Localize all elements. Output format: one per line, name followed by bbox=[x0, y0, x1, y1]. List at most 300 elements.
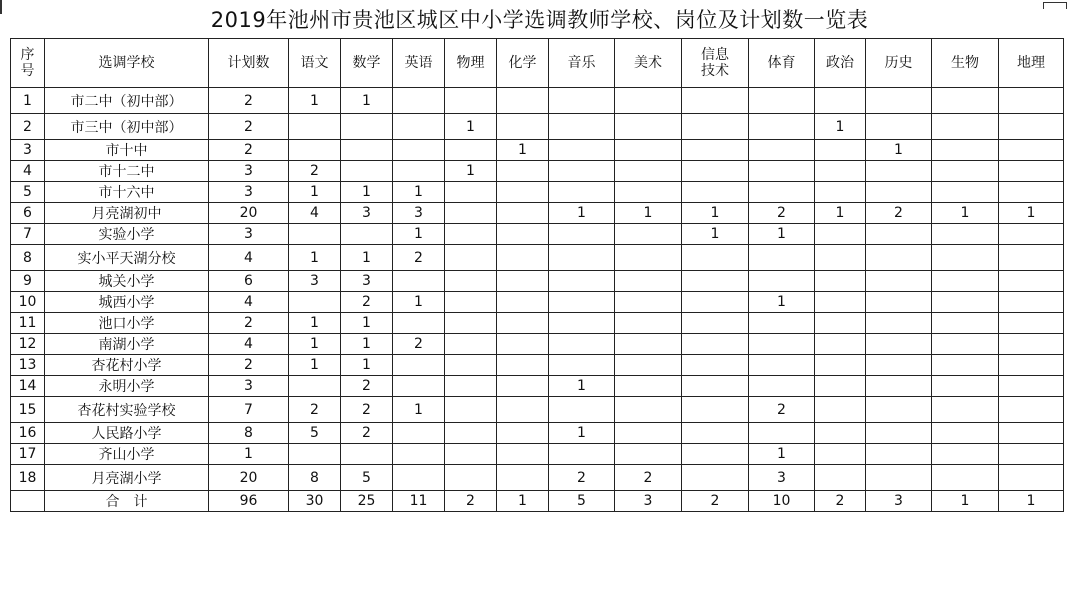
table-cell bbox=[999, 140, 1064, 161]
allocation-table bbox=[10, 38, 1064, 512]
table-cell: 2 bbox=[615, 465, 682, 491]
table-cell bbox=[445, 397, 497, 423]
table-cell: 2 bbox=[209, 355, 289, 376]
table-cell bbox=[932, 182, 999, 203]
total-cell: 1 bbox=[999, 491, 1064, 512]
column-header: 英语 bbox=[393, 39, 445, 88]
table-cell bbox=[749, 334, 815, 355]
table-cell: 1 bbox=[393, 182, 445, 203]
table-cell: 17 bbox=[11, 444, 45, 465]
table-cell bbox=[866, 376, 932, 397]
table-cell bbox=[999, 444, 1064, 465]
table-cell bbox=[497, 423, 549, 444]
table-cell: 1 bbox=[682, 203, 749, 224]
table-cell: 4 bbox=[209, 245, 289, 271]
table-cell: 1 bbox=[549, 376, 615, 397]
table-cell bbox=[815, 161, 866, 182]
table-cell bbox=[445, 140, 497, 161]
table-cell: 1 bbox=[289, 355, 341, 376]
table-cell bbox=[932, 161, 999, 182]
table-cell: 3 bbox=[209, 224, 289, 245]
table-cell: 11 bbox=[11, 313, 45, 334]
table-cell bbox=[289, 140, 341, 161]
table-cell bbox=[815, 423, 866, 444]
table-cell bbox=[999, 182, 1064, 203]
table-cell bbox=[815, 334, 866, 355]
table-cell bbox=[815, 313, 866, 334]
table-cell: 20 bbox=[209, 465, 289, 491]
table-cell bbox=[445, 355, 497, 376]
table-cell bbox=[393, 161, 445, 182]
table-cell: 2 bbox=[866, 203, 932, 224]
table-cell: 13 bbox=[11, 355, 45, 376]
table-cell bbox=[393, 376, 445, 397]
table-cell: 2 bbox=[209, 313, 289, 334]
table-cell: 2 bbox=[341, 423, 393, 444]
table-row bbox=[11, 465, 1064, 491]
table-cell bbox=[999, 245, 1064, 271]
table-cell bbox=[815, 465, 866, 491]
table-cell bbox=[815, 444, 866, 465]
table-cell bbox=[615, 444, 682, 465]
table-cell bbox=[549, 271, 615, 292]
table-cell bbox=[393, 423, 445, 444]
table-cell bbox=[393, 444, 445, 465]
table-cell bbox=[866, 245, 932, 271]
table-row bbox=[11, 271, 1064, 292]
column-header: 选调学校 bbox=[45, 39, 209, 88]
page-title: 2019年池州市贵池区城区中小学选调教师学校、岗位及计划数一览表 bbox=[210, 8, 869, 32]
table-cell bbox=[549, 334, 615, 355]
table-cell bbox=[866, 161, 932, 182]
table-header-row bbox=[11, 39, 1064, 88]
table-cell: 1 bbox=[289, 88, 341, 114]
table-cell: 6 bbox=[11, 203, 45, 224]
table-cell bbox=[445, 444, 497, 465]
total-cell: 11 bbox=[393, 491, 445, 512]
table-cell: 1 bbox=[549, 203, 615, 224]
table-row bbox=[11, 355, 1064, 376]
table-cell: 3 bbox=[341, 271, 393, 292]
school-name-cell: 城西小学 bbox=[45, 292, 209, 313]
column-header: 生物 bbox=[932, 39, 999, 88]
table-cell bbox=[497, 114, 549, 140]
table-cell bbox=[682, 140, 749, 161]
table-cell bbox=[866, 88, 932, 114]
table-cell bbox=[999, 292, 1064, 313]
table-cell bbox=[615, 161, 682, 182]
table-cell bbox=[549, 355, 615, 376]
column-header: 历史 bbox=[866, 39, 932, 88]
table-cell bbox=[932, 245, 999, 271]
table-cell bbox=[749, 140, 815, 161]
table-cell: 12 bbox=[11, 334, 45, 355]
table-cell bbox=[749, 313, 815, 334]
table-cell bbox=[341, 224, 393, 245]
table-cell bbox=[341, 114, 393, 140]
table-cell bbox=[615, 245, 682, 271]
table-cell bbox=[497, 203, 549, 224]
table-cell: 4 bbox=[209, 292, 289, 313]
table-cell bbox=[932, 376, 999, 397]
total-cell: 2 bbox=[815, 491, 866, 512]
table-cell: 1 bbox=[341, 334, 393, 355]
table-cell: 2 bbox=[289, 397, 341, 423]
table-cell bbox=[615, 397, 682, 423]
table-cell: 1 bbox=[341, 245, 393, 271]
table-cell bbox=[497, 271, 549, 292]
table-cell bbox=[289, 376, 341, 397]
table-cell: 9 bbox=[11, 271, 45, 292]
table-cell: 18 bbox=[11, 465, 45, 491]
table-cell bbox=[497, 465, 549, 491]
table-row bbox=[11, 423, 1064, 444]
table-cell: 4 bbox=[289, 203, 341, 224]
table-cell: 1 bbox=[289, 313, 341, 334]
table-cell bbox=[815, 182, 866, 203]
school-name-cell: 池口小学 bbox=[45, 313, 209, 334]
table-cell bbox=[682, 182, 749, 203]
table-cell bbox=[549, 292, 615, 313]
column-header: 语文 bbox=[289, 39, 341, 88]
table-cell bbox=[999, 114, 1064, 140]
column-header: 政治 bbox=[815, 39, 866, 88]
table-cell bbox=[999, 376, 1064, 397]
table-cell bbox=[866, 397, 932, 423]
table-cell bbox=[393, 465, 445, 491]
table-cell bbox=[866, 313, 932, 334]
total-cell: 1 bbox=[497, 491, 549, 512]
table-cell: 4 bbox=[11, 161, 45, 182]
table-cell bbox=[615, 88, 682, 114]
table-cell bbox=[999, 423, 1064, 444]
table-cell bbox=[445, 423, 497, 444]
table-cell: 1 bbox=[445, 161, 497, 182]
column-header: 美术 bbox=[615, 39, 682, 88]
table-cell: 1 bbox=[682, 224, 749, 245]
table-cell: 1 bbox=[393, 224, 445, 245]
school-name-cell: 齐山小学 bbox=[45, 444, 209, 465]
table-cell bbox=[749, 355, 815, 376]
table-cell bbox=[445, 182, 497, 203]
table-cell bbox=[615, 334, 682, 355]
table-cell bbox=[866, 334, 932, 355]
table-cell bbox=[497, 161, 549, 182]
table-cell bbox=[445, 334, 497, 355]
table-cell bbox=[289, 114, 341, 140]
table-cell: 1 bbox=[289, 334, 341, 355]
table-cell bbox=[615, 292, 682, 313]
table-cell bbox=[615, 313, 682, 334]
table-cell bbox=[682, 313, 749, 334]
table-cell bbox=[393, 88, 445, 114]
table-cell bbox=[289, 444, 341, 465]
table-cell bbox=[749, 271, 815, 292]
table-cell bbox=[393, 313, 445, 334]
table-cell bbox=[866, 465, 932, 491]
table-row bbox=[11, 292, 1064, 313]
table-cell: 1 bbox=[11, 88, 45, 114]
table-cell bbox=[445, 465, 497, 491]
table-cell bbox=[749, 376, 815, 397]
table-cell bbox=[549, 161, 615, 182]
column-header: 信息技术 bbox=[682, 39, 749, 88]
table-cell: 2 bbox=[393, 245, 445, 271]
table-cell bbox=[999, 271, 1064, 292]
table-cell bbox=[815, 376, 866, 397]
table-cell bbox=[289, 224, 341, 245]
total-cell: 30 bbox=[289, 491, 341, 512]
table-cell: 1 bbox=[209, 444, 289, 465]
school-name-cell: 实小平天湖分校 bbox=[45, 245, 209, 271]
table-cell bbox=[749, 114, 815, 140]
table-cell bbox=[866, 423, 932, 444]
table-cell: 3 bbox=[289, 271, 341, 292]
table-cell bbox=[615, 140, 682, 161]
table-cell: 2 bbox=[209, 114, 289, 140]
table-cell bbox=[999, 397, 1064, 423]
table-cell bbox=[999, 313, 1064, 334]
table-cell bbox=[682, 161, 749, 182]
table-cell bbox=[549, 313, 615, 334]
table-cell: 2 bbox=[749, 397, 815, 423]
table-cell: 1 bbox=[341, 313, 393, 334]
table-cell: 1 bbox=[341, 355, 393, 376]
table-cell: 2 bbox=[209, 88, 289, 114]
school-name-cell: 南湖小学 bbox=[45, 334, 209, 355]
table-cell bbox=[445, 271, 497, 292]
table-cell bbox=[497, 182, 549, 203]
table-cell bbox=[445, 203, 497, 224]
table-cell: 1 bbox=[341, 182, 393, 203]
table-cell: 10 bbox=[11, 292, 45, 313]
table-cell bbox=[445, 224, 497, 245]
table-cell bbox=[682, 114, 749, 140]
table-cell bbox=[932, 114, 999, 140]
school-name-cell: 杏花村小学 bbox=[45, 355, 209, 376]
table-cell bbox=[682, 245, 749, 271]
table-cell bbox=[682, 376, 749, 397]
table-cell bbox=[932, 397, 999, 423]
table-cell bbox=[749, 88, 815, 114]
table-cell bbox=[815, 271, 866, 292]
table-cell: 5 bbox=[289, 423, 341, 444]
table-cell bbox=[393, 140, 445, 161]
table-cell bbox=[497, 376, 549, 397]
table-cell: 2 bbox=[341, 397, 393, 423]
table-cell: 2 bbox=[549, 465, 615, 491]
table-cell bbox=[497, 355, 549, 376]
table-cell bbox=[393, 355, 445, 376]
table-cell: 8 bbox=[11, 245, 45, 271]
table-cell bbox=[615, 224, 682, 245]
table-cell: 8 bbox=[289, 465, 341, 491]
table-cell: 2 bbox=[393, 334, 445, 355]
table-cell bbox=[615, 182, 682, 203]
total-cell: 25 bbox=[341, 491, 393, 512]
table-row bbox=[11, 245, 1064, 271]
table-cell bbox=[932, 271, 999, 292]
table-cell: 1 bbox=[497, 140, 549, 161]
table-cell: 7 bbox=[209, 397, 289, 423]
table-row bbox=[11, 88, 1064, 114]
table-cell bbox=[682, 423, 749, 444]
table-cell: 3 bbox=[209, 182, 289, 203]
school-name-cell: 市三中（初中部） bbox=[45, 114, 209, 140]
table-cell bbox=[682, 271, 749, 292]
table-row bbox=[11, 114, 1064, 140]
table-cell bbox=[445, 88, 497, 114]
table-cell bbox=[999, 465, 1064, 491]
table-cell bbox=[866, 182, 932, 203]
table-cell bbox=[445, 292, 497, 313]
school-name-cell: 市二中（初中部） bbox=[45, 88, 209, 114]
column-header: 序号 bbox=[11, 39, 45, 88]
table-cell: 2 bbox=[341, 292, 393, 313]
table-cell: 4 bbox=[209, 334, 289, 355]
school-name-cell: 实验小学 bbox=[45, 224, 209, 245]
table-cell: 14 bbox=[11, 376, 45, 397]
table-cell: 2 bbox=[289, 161, 341, 182]
table-cell bbox=[497, 444, 549, 465]
total-cell bbox=[11, 491, 45, 512]
table-cell bbox=[549, 444, 615, 465]
table-cell: 3 bbox=[749, 465, 815, 491]
table-cell bbox=[749, 423, 815, 444]
table-cell: 1 bbox=[549, 423, 615, 444]
table-cell bbox=[549, 224, 615, 245]
table-cell bbox=[549, 245, 615, 271]
table-cell: 16 bbox=[11, 423, 45, 444]
school-name-cell: 市十六中 bbox=[45, 182, 209, 203]
table-cell: 1 bbox=[749, 292, 815, 313]
table-cell bbox=[932, 465, 999, 491]
table-cell bbox=[549, 88, 615, 114]
table-cell: 3 bbox=[341, 203, 393, 224]
table-cell bbox=[682, 355, 749, 376]
table-cell: 1 bbox=[445, 114, 497, 140]
table-cell: 3 bbox=[209, 161, 289, 182]
table-cell bbox=[815, 355, 866, 376]
table-cell bbox=[866, 224, 932, 245]
table-cell bbox=[682, 465, 749, 491]
total-cell: 10 bbox=[749, 491, 815, 512]
total-cell: 2 bbox=[445, 491, 497, 512]
table-cell bbox=[932, 88, 999, 114]
table-cell bbox=[615, 423, 682, 444]
table-cell: 1 bbox=[749, 444, 815, 465]
table-cell bbox=[932, 140, 999, 161]
table-cell bbox=[549, 114, 615, 140]
table-cell bbox=[866, 355, 932, 376]
table-cell bbox=[445, 376, 497, 397]
table-row bbox=[11, 161, 1064, 182]
table-row bbox=[11, 224, 1064, 245]
table-cell: 1 bbox=[615, 203, 682, 224]
table-cell: 20 bbox=[209, 203, 289, 224]
table-cell bbox=[932, 313, 999, 334]
table-cell bbox=[999, 334, 1064, 355]
table-cell bbox=[549, 140, 615, 161]
table-cell bbox=[497, 313, 549, 334]
table-cell bbox=[615, 376, 682, 397]
table-cell bbox=[866, 114, 932, 140]
column-header: 化学 bbox=[497, 39, 549, 88]
table-cell bbox=[615, 271, 682, 292]
table-cell bbox=[815, 292, 866, 313]
table-row bbox=[11, 397, 1064, 423]
table-cell bbox=[815, 245, 866, 271]
table-cell bbox=[289, 292, 341, 313]
column-header: 物理 bbox=[445, 39, 497, 88]
table-cell: 1 bbox=[341, 88, 393, 114]
table-cell bbox=[497, 334, 549, 355]
table-cell bbox=[497, 224, 549, 245]
table-cell bbox=[932, 355, 999, 376]
total-cell: 3 bbox=[866, 491, 932, 512]
table-cell bbox=[497, 292, 549, 313]
table-cell: 1 bbox=[393, 292, 445, 313]
table-row bbox=[11, 203, 1064, 224]
table-cell bbox=[999, 88, 1064, 114]
table-cell: 7 bbox=[11, 224, 45, 245]
table-cell bbox=[749, 161, 815, 182]
table-cell bbox=[932, 334, 999, 355]
table-cell bbox=[932, 423, 999, 444]
table-cell: 1 bbox=[866, 140, 932, 161]
school-name-cell: 城关小学 bbox=[45, 271, 209, 292]
table-cell: 2 bbox=[209, 140, 289, 161]
total-cell: 1 bbox=[932, 491, 999, 512]
column-header: 体育 bbox=[749, 39, 815, 88]
table-cell bbox=[815, 88, 866, 114]
total-label: 合 计 bbox=[45, 491, 209, 512]
table-row bbox=[11, 444, 1064, 465]
table-cell bbox=[341, 161, 393, 182]
table-cell: 1 bbox=[932, 203, 999, 224]
table-row bbox=[11, 140, 1064, 161]
table-cell bbox=[932, 444, 999, 465]
table-cell bbox=[615, 114, 682, 140]
school-name-cell: 杏花村实验学校 bbox=[45, 397, 209, 423]
table-cell bbox=[682, 444, 749, 465]
table-cell bbox=[682, 334, 749, 355]
table-cell bbox=[341, 444, 393, 465]
table-cell bbox=[815, 224, 866, 245]
school-name-cell: 永明小学 bbox=[45, 376, 209, 397]
table-cell bbox=[999, 355, 1064, 376]
column-header: 计划数 bbox=[209, 39, 289, 88]
table-cell bbox=[497, 397, 549, 423]
table-cell: 1 bbox=[815, 114, 866, 140]
table-cell bbox=[749, 245, 815, 271]
column-header: 数学 bbox=[341, 39, 393, 88]
school-name-cell: 市十中 bbox=[45, 140, 209, 161]
total-row bbox=[11, 491, 1064, 512]
table-cell: 2 bbox=[11, 114, 45, 140]
table-cell bbox=[549, 182, 615, 203]
table-cell bbox=[393, 271, 445, 292]
table-cell: 8 bbox=[209, 423, 289, 444]
table-cell: 1 bbox=[289, 182, 341, 203]
total-cell: 96 bbox=[209, 491, 289, 512]
table-cell bbox=[445, 245, 497, 271]
table-cell bbox=[549, 397, 615, 423]
table-cell: 1 bbox=[749, 224, 815, 245]
table-row bbox=[11, 334, 1064, 355]
table-cell bbox=[749, 182, 815, 203]
total-cell: 5 bbox=[549, 491, 615, 512]
